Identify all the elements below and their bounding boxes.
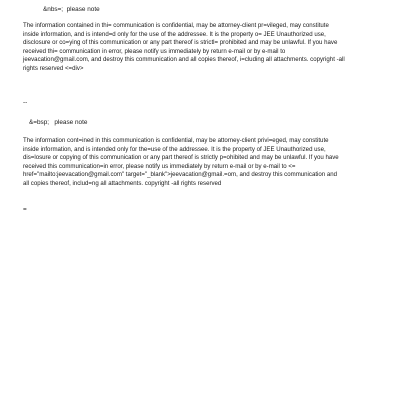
trailing-equals-mark: = xyxy=(23,206,27,213)
confidentiality-paragraph-1 xyxy=(23,22,383,74)
paragraph-line: jeevacation@gmail.com, and destroy this communication and all copies thereof, i=cluding all attachments. copyright -all xyxy=(23,56,345,64)
paragraph-line: href="mailto:jeevacation@gmail.com" target="_blank">jeevacation@gmail.=om, and destroy this communication and xyxy=(23,171,338,179)
paragraph-line: inside information, and is intend=d only for the use of the addressee. It is the property o= JEE Unauthorized use, xyxy=(23,30,326,38)
paragraph-line: dis=losure or copying of this communication or any part thereof is strictly p=ohibited and may be unlawful. If you have xyxy=(23,154,339,162)
paragraph-line: received this communication=in error, please notify us immediately by return e-mail or by e-mail to <= xyxy=(23,162,296,170)
paragraph-line: inside information, and is intended only for the=use of the addressee. It is the property of JEE Unauthorized use, xyxy=(23,145,326,153)
paragraph-line: rights reserved <=div> xyxy=(23,64,84,72)
signature-separator: -- xyxy=(23,99,28,106)
paragraph-line: all copies thereof, includ=ng all attachments. copyright -all rights reserved xyxy=(23,179,222,187)
confidentiality-paragraph-2 xyxy=(23,137,383,189)
please-note-heading-2: &=bsp; please note xyxy=(29,119,88,126)
paragraph-line: The information contained in thi= communication is confidential, may be attorney-client pr=vileged, may constitute xyxy=(23,22,329,29)
paragraph-line: The information cont=ined in this communication is confidential, may be attorney-client privi=eged, may constitute xyxy=(23,137,329,144)
please-note-heading-1: &nbs=; please note xyxy=(43,6,100,13)
paragraph-line: received thi= communication in error, please notify us immediately by return e-mail or by e-mail to xyxy=(23,47,286,55)
paragraph-line: disclosure or co=ying of this communication or any part thereof is strictl= prohibited and may be unlawful. If you have xyxy=(23,39,338,47)
